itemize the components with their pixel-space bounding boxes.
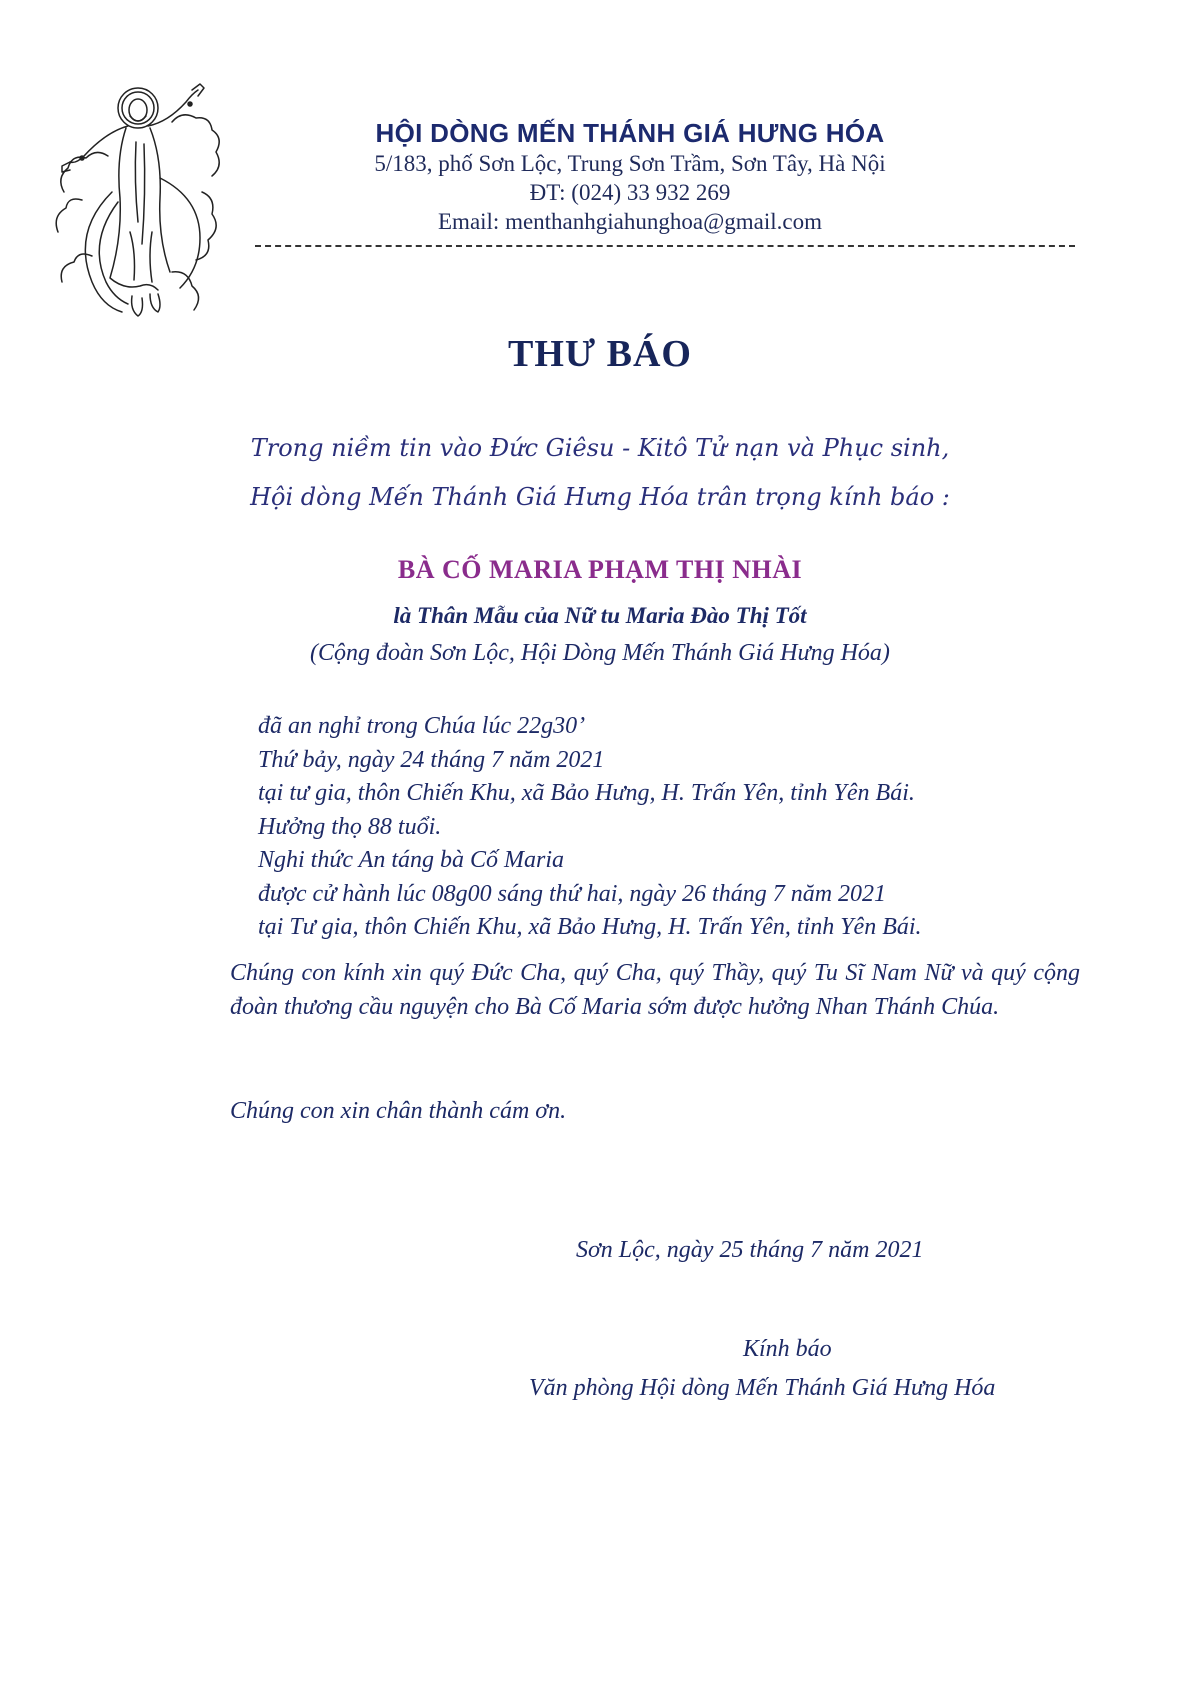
header-divider bbox=[255, 245, 1075, 247]
detail-line: Nghi thức An táng bà Cố Maria bbox=[258, 847, 564, 873]
detail-line: Hưởng thọ 88 tuổi. bbox=[258, 813, 442, 840]
deceased-name: BÀ CỐ MARIA PHẠM THỊ NHÀI bbox=[397, 555, 803, 584]
detail-line: được cử hành lúc 08g00 sáng thứ hai, ngày 26 tháng 7 năm 2021 bbox=[258, 880, 887, 907]
detail-line: tại tư gia, thôn Chiến Khu, xã Bảo Hưng, H. Trấn Yên, tỉnh Yên Bái. bbox=[258, 780, 915, 806]
intro-line-2: Hội dòng Mến Thánh Giá Hưng Hóa trân trọng kính báo : bbox=[250, 483, 950, 511]
place-date: Sơn Lộc, ngày 25 tháng 7 năm 2021 bbox=[576, 1237, 924, 1263]
email: Email: menthanhgiahunghoa@gmail.com bbox=[438, 209, 822, 234]
letterhead bbox=[280, 118, 980, 236]
detail-line: tại Tư gia, thôn Chiến Khu, xã Bảo Hưng, H. Trấn Yên, tỉnh Yên Bái. bbox=[258, 914, 922, 940]
address: 5/183, phố Sơn Lộc, Trung Sơn Trầm, Sơn Tây, Hà Nội bbox=[374, 151, 886, 176]
thanks-line: Chúng con xin chân thành cám ơn. bbox=[230, 1098, 567, 1124]
detail-line: đã an nghỉ trong Chúa lúc 22g30’ bbox=[258, 713, 586, 739]
organization-name: HỘI DÒNG MẾN THÁNH GIÁ HƯNG HÓA bbox=[375, 118, 885, 148]
deceased-community: (Cộng đoàn Sơn Lộc, Hội Dòng Mến Thánh Giá Hưng Hóa) bbox=[310, 640, 890, 666]
phone: ĐT: (024) 33 932 269 bbox=[529, 180, 731, 205]
page-title: THƯ BÁO bbox=[508, 333, 692, 375]
closing: Kính báo bbox=[743, 1336, 832, 1362]
risen-christ-icon bbox=[52, 82, 230, 324]
death-details bbox=[258, 710, 922, 945]
detail-line: Thứ bảy, ngày 24 tháng 7 năm 2021 bbox=[258, 746, 605, 773]
deceased-relation: là Thân Mẫu của Nữ tu Maria Đào Thị Tốt bbox=[393, 603, 807, 628]
intro-line-1: Trong niềm tin vào Đức Giêsu - Kitô Tử nạn và Phục sinh, bbox=[250, 434, 950, 462]
prayer-request: Chúng con kính xin quý Đức Cha, quý Cha, quý Thầy, quý Tu Sĩ Nam Nữ và quý cộng đoàn thương cầu nguyện cho Bà Cố Maria sớm được hưởng Nhan Thánh Chúa. bbox=[230, 960, 1080, 1020]
signature-office: Văn phòng Hội dòng Mến Thánh Giá Hưng Hóa bbox=[529, 1375, 996, 1401]
